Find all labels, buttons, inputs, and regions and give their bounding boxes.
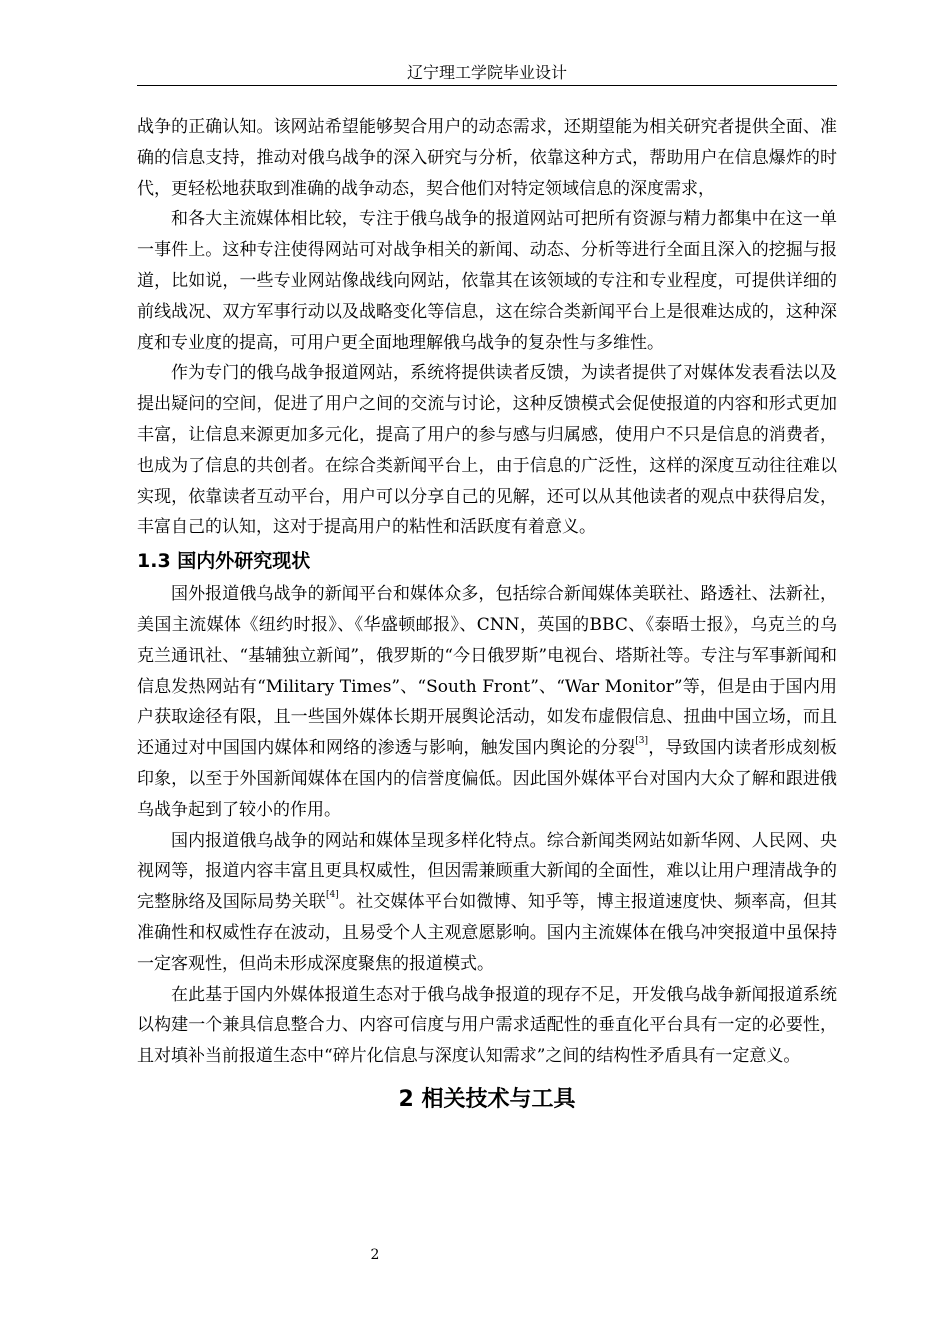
paragraph-domestic-media: [137, 826, 837, 980]
citation-4: [4]: [326, 890, 339, 901]
paragraph-reader-feedback: 作为专门的俄乌战争报道网站，系统将提供读者反馈，为读者提供了对媒体发表看法以及提出疑问的空间，促进了用户之间的交流与讨论，这种反馈模式会促使报道的内容和形式更加丰富，让信息来源更加多元化，提高了用户的参与感与归属感，使用户不只是信息的消费者，也成为了信息的共创者。在综合类新闻平台上，由于信息的广泛性，这样的深度互动往往难以实现，依靠读者互动平台，用户可以分享自己的见解，还可以从其他读者的观点中获得启发，丰富自己的认知，这对于提高用户的粘性和活跃度有着意义。: [137, 363, 837, 538]
chapter-title-2: 2 相关技术与工具: [398, 1086, 576, 1112]
header-rule: [137, 85, 837, 86]
paragraph-domestic-media-text-b: 。社交媒体平台如微博、知乎等，博主报道速度快、频率高，但其准确性和权威性存在波动，且易受个人主观意愿影响。国内主流媒体在俄乌冲突报道中虽保持一定客观性，但尚未形成深度聚焦的报道模式。: [137, 892, 838, 974]
citation-3: [3]: [635, 736, 649, 747]
page-body: [137, 112, 837, 1122]
section-title-1-3: 1.3 国内外研究现状: [137, 550, 311, 573]
paragraph-domestic-media-text-a: 国内报道俄乌战争的网站和媒体呈现多样化特点。综合新闻类网站如新华网、人民网、央视网等，报道内容丰富且更具权威性，但因需兼顾重大新闻的全面性，难以让用户理清战争的完整脉络及国际局势关联: [137, 830, 837, 913]
paragraph-foreign-media-text-a: 国外报道俄乌战争的新闻平台和媒体众多，包括综合新闻媒体美联社、路透社、法新社，美国主流媒体《纽约时报》、《华盛顿邮报》、CNN，英国的BBC、《泰晤士报》，乌克兰的乌克兰通讯社、“基辅独立新闻”，俄罗斯的“今日俄罗斯”电视台、塔斯社等。专注与军事新闻和信息发热网站有“Military Times”、“South Front”、“War Monitor”等，但是由于国内用户获取途径有限，且一些国外媒体长期开展舆论活动，如发布虚假信息、扭曲中国立场，而且还通过对中国国内媒体和网络的渗透与影响，触发国内舆论的分裂: [137, 584, 837, 759]
page-number: 2: [370, 1247, 380, 1263]
page-header: 辽宁理工学院毕业设计: [406, 63, 567, 82]
paragraph-foreign-media-text-b: ，导致国内读者形成刻板印象，以至于外国新闻媒体在国内的信誉度偏低。因此国外媒体平台对国内大众了解和跟进俄乌战争起到了较小的作用。: [137, 738, 838, 820]
paragraph-foreign-media: [137, 579, 837, 825]
paragraph-necessity: 在此基于国内外媒体报道生态对于俄乌战争报道的现存不足，开发俄乌战争新闻报道系统以构建一个兼具信息整合力、内容可信度与用户需求适配性的垂直化平台具有一定的必要性，且对填补当前报道生态中“碎片化信息与深度认知需求”之间的结构性矛盾具有一定意义。: [137, 984, 837, 1067]
paragraph-focus-advantage: 和各大主流媒体相比较，专注于俄乌战争的报道网站可把所有资源与精力都集中在这一单一事件上。这种专注使得网站可对战争相关的新闻、动态、分析等进行全面且深入的挖掘与报道，比如说，一些专业网站像战线向网站，依靠其在该领域的专注和专业程度，可提供详细的前线战况、双方军事行动以及战略变化等信息，这在综合类新闻平台上是很难达成的，这种深度和专业度的提高，可用户更全面地理解俄乌战争的复杂性与多维性。: [137, 209, 837, 353]
paragraph-continued: 战争的正确认知。该网站希望能够契合用户的动态需求，还期望能为相关研究者提供全面、准确的信息支持，推动对俄乌战争的深入研究与分析，依靠这种方式，帮助用户在信息爆炸的时代，更轻松地获取到准确的战争动态，契合他们对特定领域信息的深度需求，: [137, 117, 837, 199]
